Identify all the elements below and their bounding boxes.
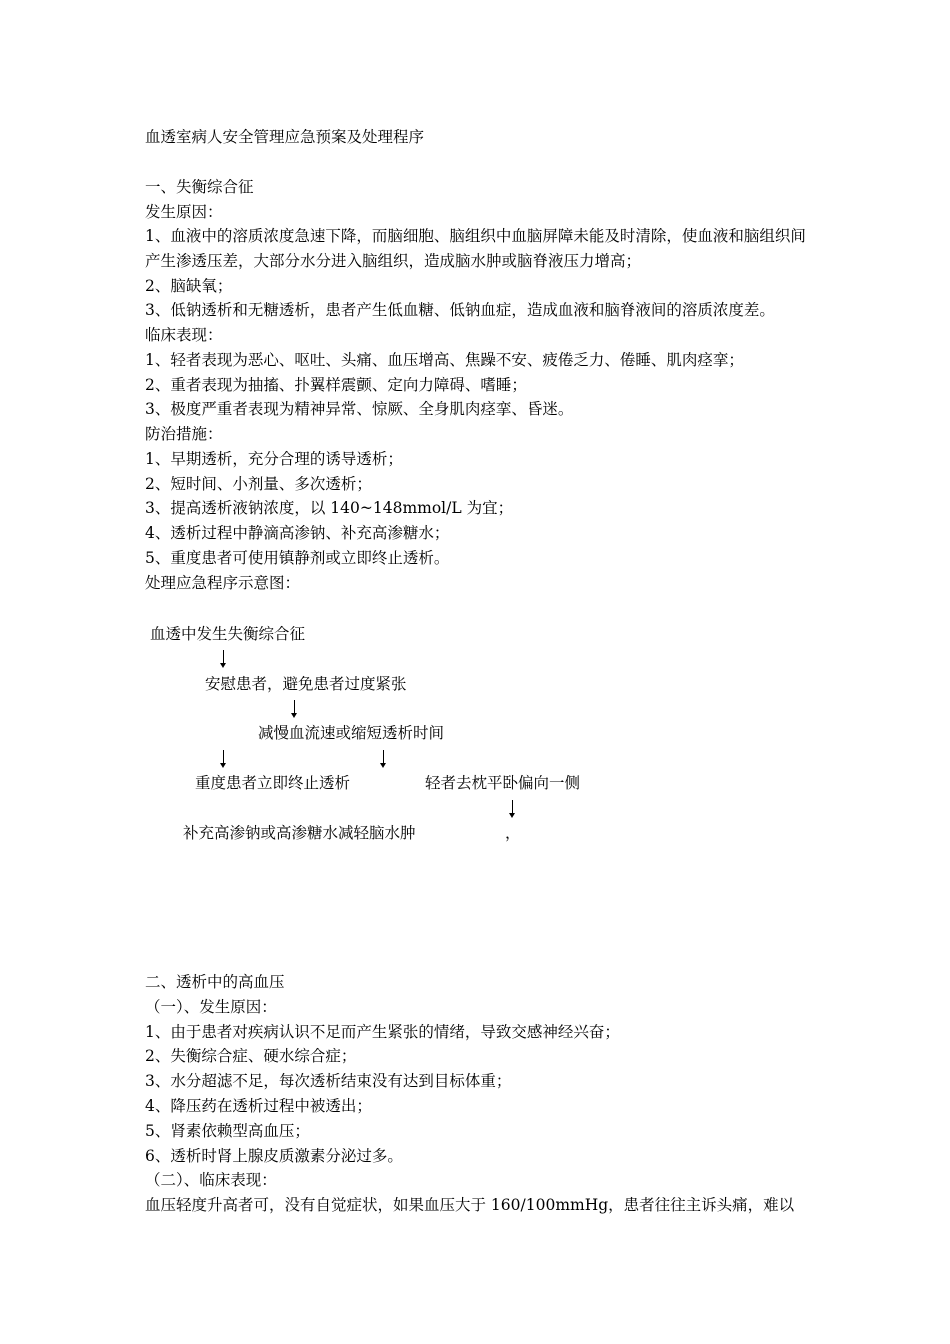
section2-cause-2: 2、失衡综合症、硬水综合症； (145, 1047, 357, 1065)
section1-cause-1: 1、血液中的溶质浓度急速下降，而脑细胞、脑组织中血脑屏障未能及时清除，使血液和脑组织间产生渗透压差，大部分水分进入脑组织，造成脑水肿或脑脊液压力增高； (145, 227, 806, 270)
flowchart-arrow-3b (383, 750, 384, 766)
section2-cause-3: 3、水分超滤不足，每次透析结束没有达到目标体重； (145, 1072, 512, 1090)
section1-clinical-3: 3、极度严重者表现为精神异常、惊厥、全身肌肉痉挛、昏迷。 (145, 400, 574, 418)
section1-prevention-2: 2、短时间、小剂量、多次透析； (145, 475, 372, 493)
section1-clinical-label: 临床表现： (145, 326, 223, 344)
document-title: 血透室病人安全管理应急预案及处理程序 (145, 128, 425, 146)
section2-cause-5: 5、肾素依赖型高血压； (145, 1122, 310, 1140)
section2-cause-1: 1、由于患者对疾病认识不足而产生紧张的情绪，导致交感神经兴奋； (145, 1023, 620, 1041)
flowchart-step-1: 血透中发生失衡综合征 (150, 625, 306, 643)
section1-causes-label: 发生原因： (145, 203, 223, 221)
section1-heading: 一、失衡综合征 (145, 178, 254, 196)
flowchart-step-5: 补充高渗钠或高渗糖水减轻脑水肿 (183, 824, 416, 842)
flowchart-arrow-2 (294, 700, 295, 716)
section2-cause-6: 6、透析时肾上腺皮质激素分泌过多。 (145, 1147, 403, 1165)
section1-clinical-1: 1、轻者表现为恶心、呕吐、头痛、血压增高、焦躁不安、疲倦乏力、倦睡、肌肉痉挛； (145, 351, 744, 369)
section1-prevention-3: 3、提高透析液钠浓度，以 140~148mmol/L 为宜； (145, 499, 514, 517)
flowchart-trailing-mark: ， (505, 824, 521, 842)
section2-sub-1: （一）、发生原因： (145, 998, 277, 1016)
section2-heading: 二、透析中的高血压 (145, 973, 285, 991)
flowchart-step-4a: 重度患者立即终止透析 (195, 774, 351, 792)
section2-cause-4: 4、降压药在透析过程中被透出； (145, 1097, 372, 1115)
section1-clinical-2: 2、重者表现为抽搐、扑翼样震颤、定向力障碍、嗜睡； (145, 376, 527, 394)
flowchart-step-3: 减慢血流速或缩短透析时间 (258, 724, 445, 742)
section1-prevention-4: 4、透析过程中静滴高渗钠、补充高渗糖水； (145, 524, 450, 542)
flowchart-arrow-1 (223, 650, 224, 666)
flowchart-step-4b: 轻者去枕平卧偏向一侧 (425, 774, 581, 792)
flowchart-step-2: 安慰患者，避免患者过度紧张 (205, 675, 407, 693)
flowchart-arrow-3a (223, 750, 224, 766)
section1-prevention-5: 5、重度患者可使用镇静剂或立即终止透析。 (145, 549, 450, 567)
section2-sub-2: （二）、临床表现： (145, 1171, 277, 1189)
section1-cause-3: 3、低钠透析和无糖透析，患者产生低血糖、低钠血症，造成血液和脑脊液间的溶质浓度差。 (145, 301, 775, 319)
section1-flow-label: 处理应急程序示意图： (145, 574, 301, 592)
section1-prevention-label: 防治措施： (145, 425, 223, 443)
flowchart-arrow-4 (512, 800, 513, 816)
section1-cause-2: 2、脑缺氧； (145, 277, 233, 295)
section2-clinical-text: 血压轻度升高者可，没有自觉症状，如果血压大于 160/100mmHg，患者往往主诉头痛，难以 (145, 1196, 795, 1214)
section1-prevention-1: 1、早期透析，充分合理的诱导透析； (145, 450, 403, 468)
